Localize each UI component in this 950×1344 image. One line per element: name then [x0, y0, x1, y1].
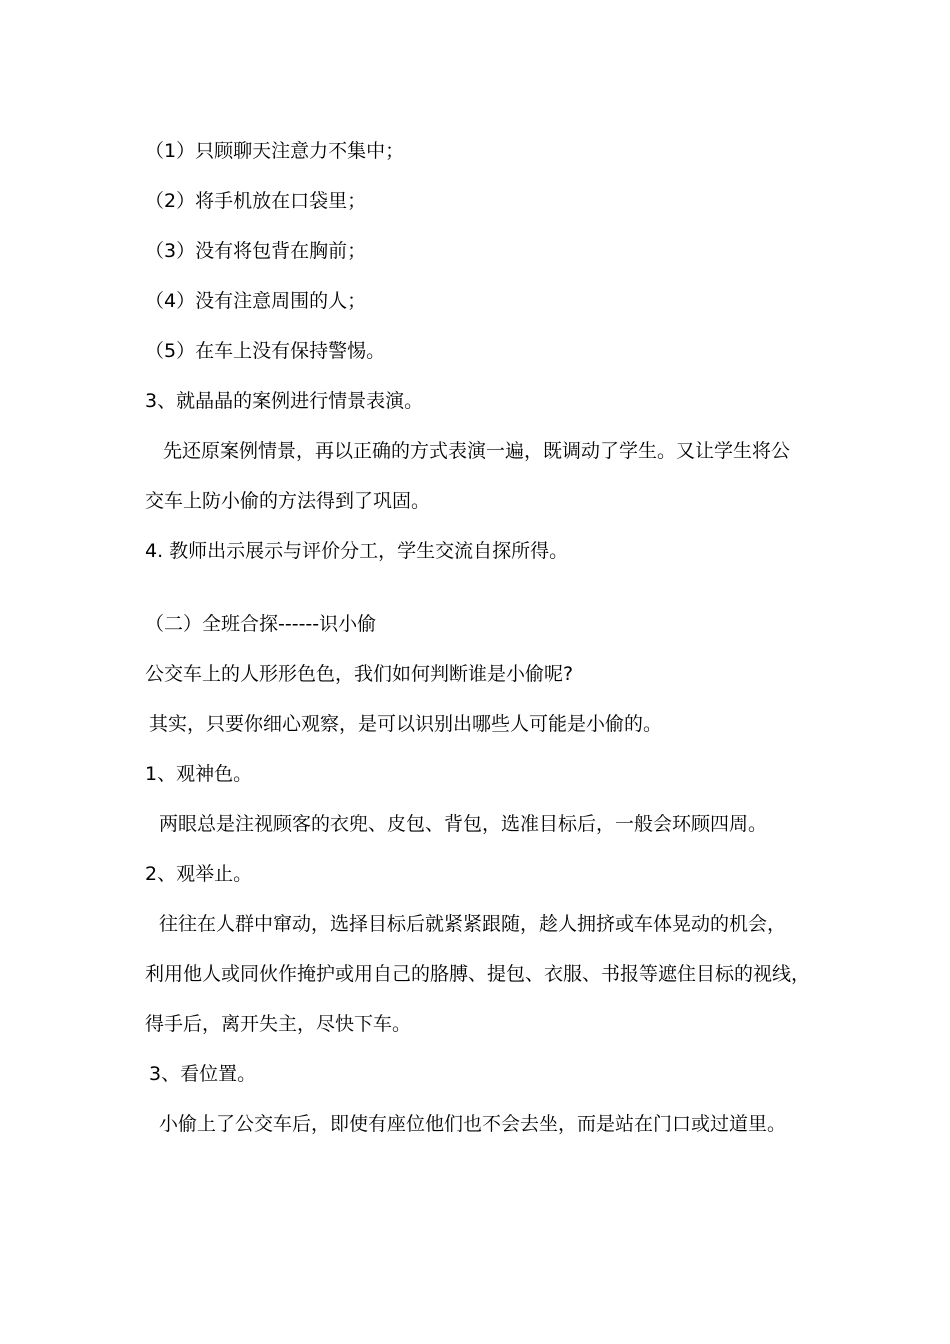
list-item-3: （3）没有将包背在胸前； [145, 240, 367, 262]
paragraph-line: 公交车上的人形形色色，我们如何判断谁是小偷呢? [145, 663, 574, 685]
step-heading-3: 3、就晶晶的案例进行情景表演。 [145, 390, 424, 412]
paragraph-line: 交车上防小偷的方法得到了巩固。 [145, 490, 431, 512]
list-item-5: （5）在车上没有保持警惕。 [145, 340, 386, 362]
paragraph-line: 两眼总是注视顾客的衣兜、皮包、背包，选准目标后，一般会环顾四周。 [159, 813, 768, 835]
list-item-2: （2）将手机放在口袋里； [145, 190, 367, 212]
paragraph-line: 利用他人或同伙作掩护或用自己的胳膊、提包、衣服、书报等遮住目标的视线， [145, 963, 811, 985]
step-heading-2: 2、观举止。 [145, 863, 253, 885]
step-heading-1: 1、观神色。 [145, 763, 253, 785]
list-item-4: （4）没有注意周围的人； [145, 290, 367, 312]
step-heading-3b: 3、看位置。 [149, 1063, 257, 1085]
step-heading-4: 4. 教师出示展示与评价分工，学生交流自探所得。 [145, 540, 569, 562]
paragraph-line: 往往在人群中窜动，选择目标后就紧紧跟随，趁人拥挤或车体晃动的机会， [159, 913, 787, 935]
list-item-1: （1）只顾聊天注意力不集中； [145, 140, 405, 162]
paragraph-line: 小偷上了公交车后，即使有座位他们也不会去坐，而是站在门口或过道里。 [159, 1113, 787, 1135]
paragraph-line: 先还原案例情景，再以正确的方式表演一遍，既调动了学生。又让学生将公 [163, 440, 791, 462]
paragraph-line: 其实，只要你细心观察，是可以识别出哪些人可能是小偷的。 [149, 713, 663, 735]
section-heading: （二）全班合探------识小偷 [145, 613, 377, 635]
paragraph-line: 得手后，离开失主，尽快下车。 [145, 1013, 412, 1035]
